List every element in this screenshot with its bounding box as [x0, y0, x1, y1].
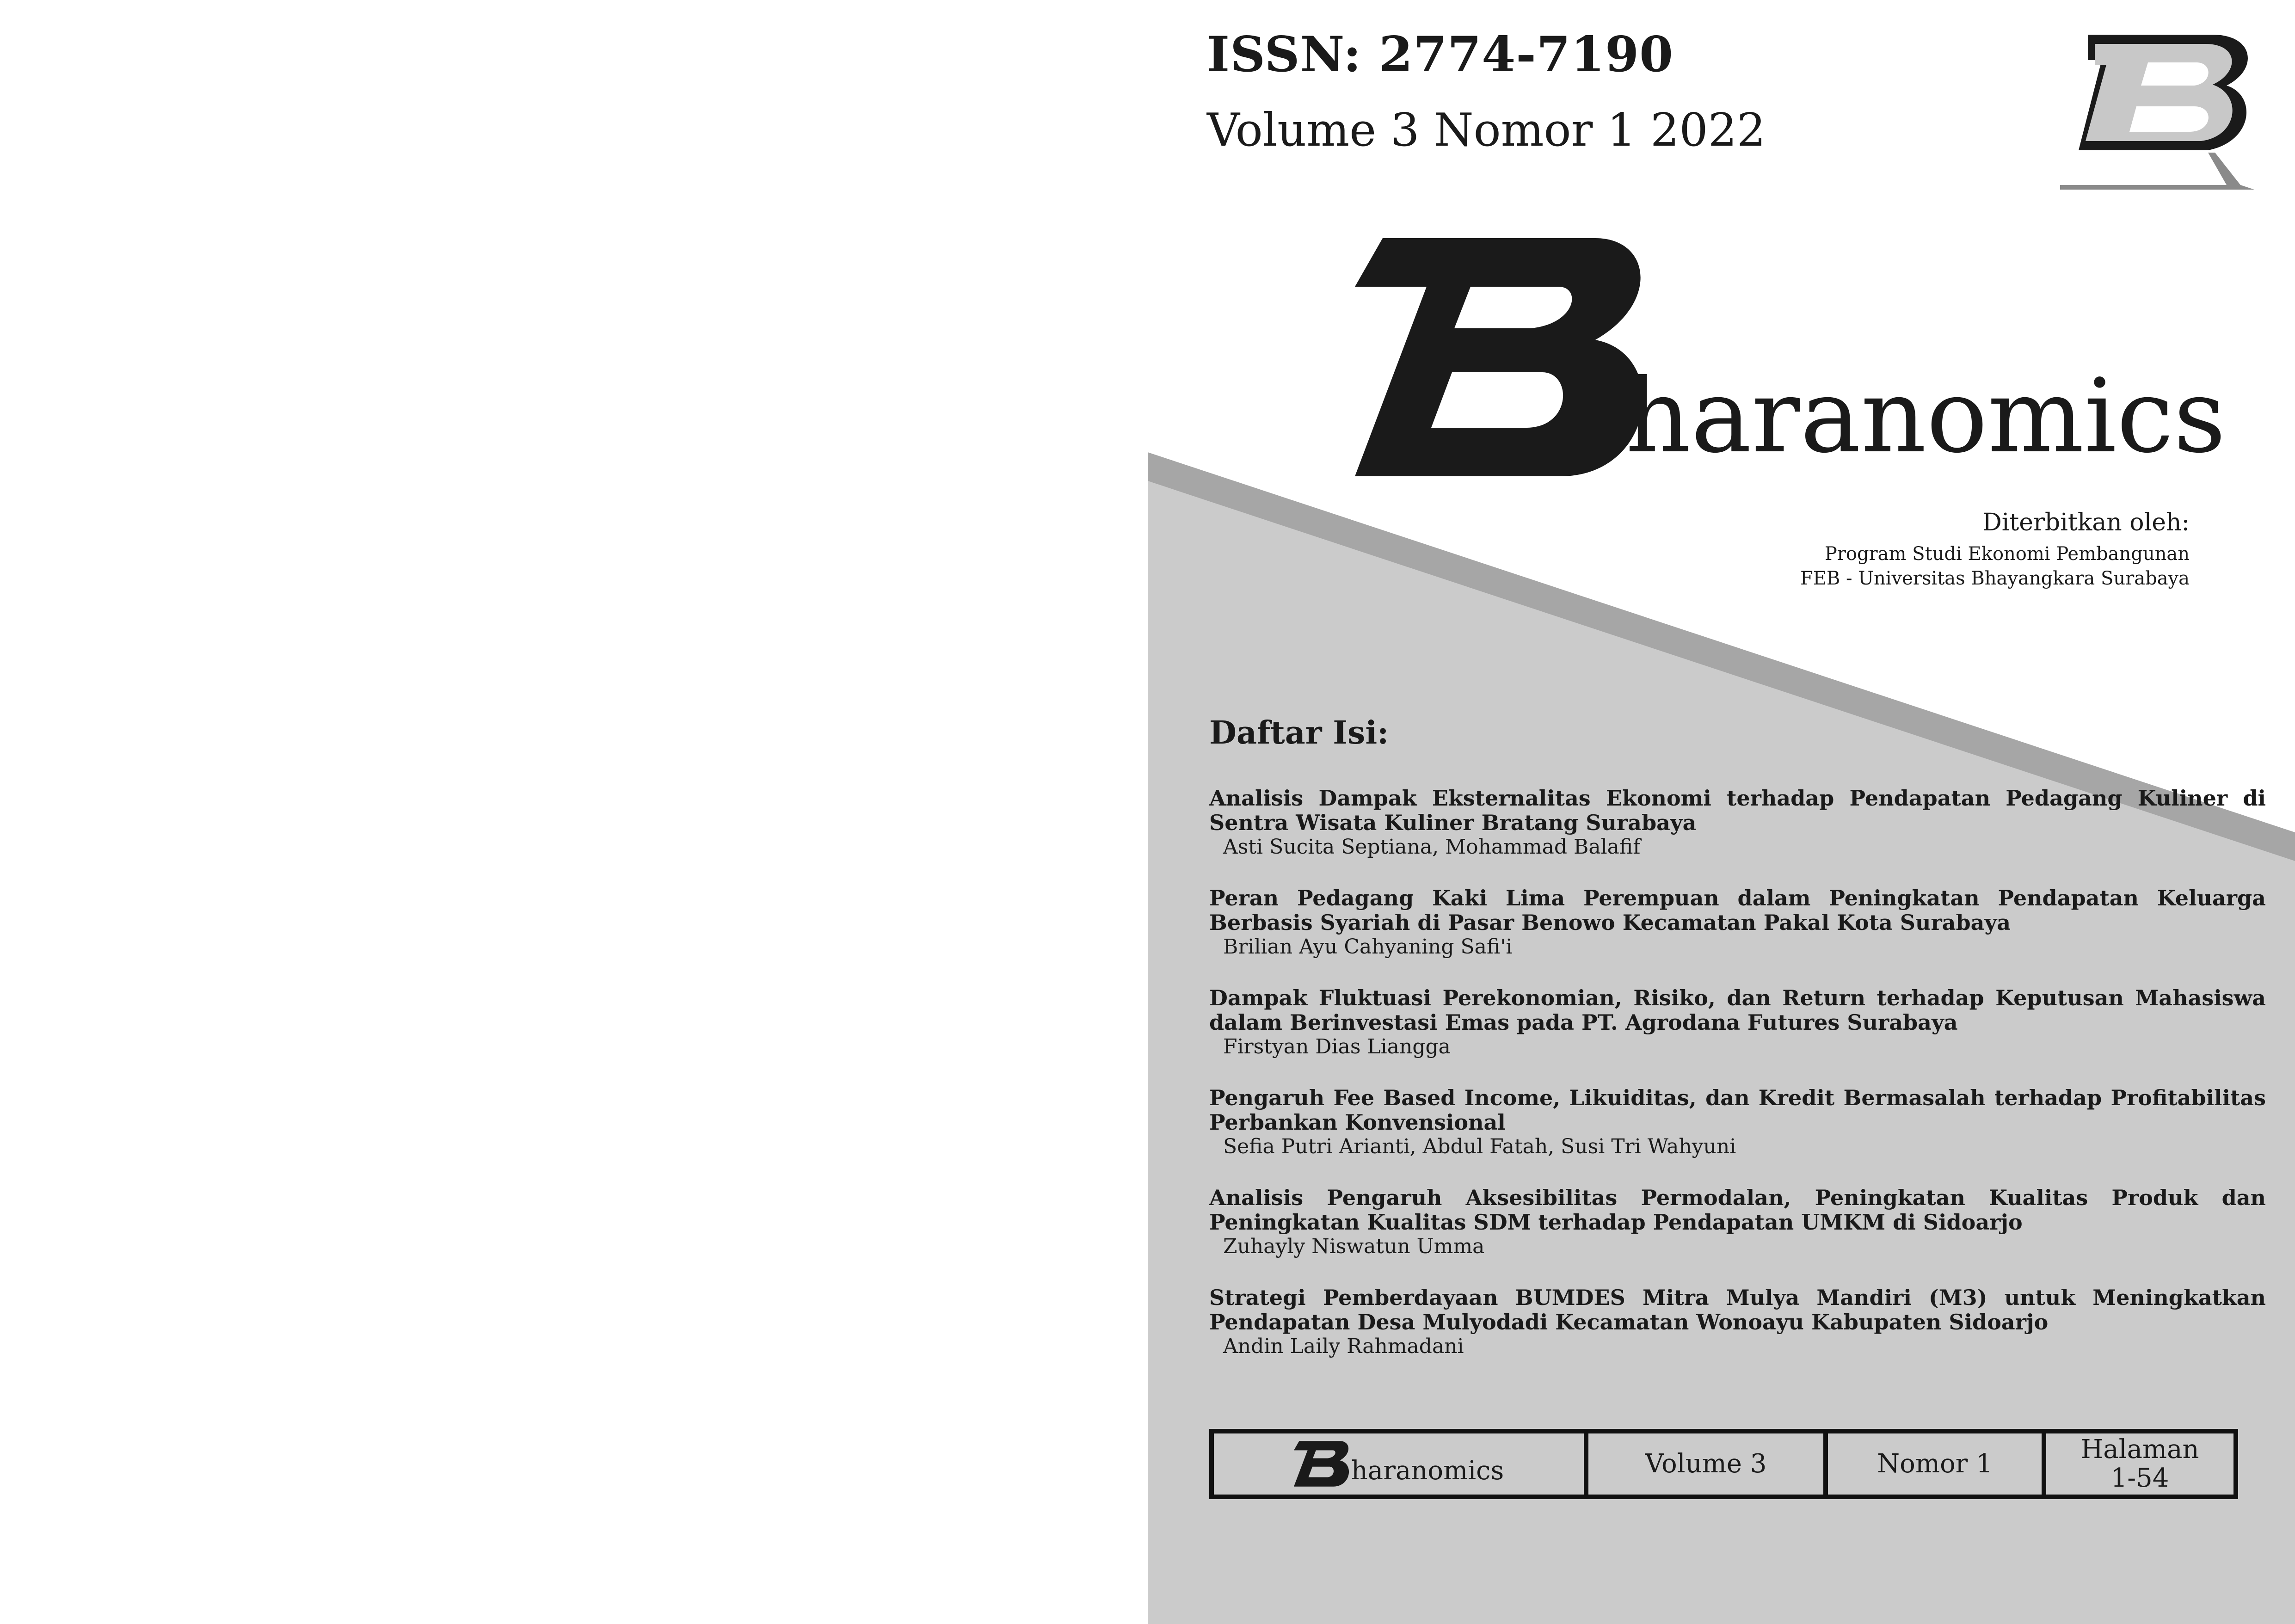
- footer-pages-range: 1-54: [2110, 1463, 2169, 1493]
- toc-list: [1209, 786, 2266, 1385]
- footer-number-cell: [1823, 1433, 2042, 1495]
- footer-pages-label: Halaman: [2080, 1434, 2199, 1464]
- article-title: Peran Pedagang Kaki Lima Perempuan dalam Peningkatan Pendapatan Keluarga Berbasis Syariah di Pasar Benowo Kecamatan Pakal Kota Surabaya: [1209, 886, 2266, 935]
- article-title: Analisis Pengaruh Aksesibilitas Permodalan, Peningkatan Kualitas Produk dan Peningkatan Kualitas SDM terhadap Pendapatan UMKM di Sidoarjo: [1209, 1185, 2266, 1235]
- article-title: Dampak Fluktuasi Perekonomian, Risiko, dan Return terhadap Keputusan Mahasiswa dalam Berinvestasi Emas pada PT. Agrodana Futures Surabaya: [1209, 985, 2266, 1035]
- corner-logo-icon: [2060, 25, 2254, 192]
- article-title: Pengaruh Fee Based Income, Likuiditas, dan Kredit Bermasalah terhadap Profitabilitas Perbankan Konvensional: [1209, 1085, 2266, 1135]
- article-authors: Zuhayly Niswatun Umma: [1223, 1235, 1485, 1258]
- toc-entry: [1209, 786, 2266, 859]
- footer-volume: Volume 3: [1645, 1449, 1767, 1479]
- article-authors: Asti Sucita Septiana, Mohammad Balafif: [1223, 835, 1641, 859]
- volume-issue-line: Volume 3 Nomor 1 2022: [1207, 104, 1766, 157]
- masthead-b-logo-icon: [1355, 234, 1669, 483]
- footer-b-logo-icon: [1294, 1439, 1354, 1489]
- toc-entry: [1209, 1086, 2266, 1159]
- toc-entry: [1209, 986, 2266, 1059]
- article-authors: Brilian Ayu Cahyaning Safi'i: [1223, 935, 1513, 959]
- publisher-heading: Diterbitkan oleh:: [1982, 509, 2190, 536]
- footer-number: Nomor 1: [1877, 1449, 1993, 1479]
- article-authors: Sefia Putri Arianti, Abdul Fatah, Susi Tri Wahyuni: [1223, 1135, 1736, 1158]
- article-title: Strategi Pemberdayaan BUMDES Mitra Mulya Mandiri (M3) untuk Meningkatkan Pendapatan Desa Mulyodadi Kecamatan Wonoayu Kabupaten Sidoarjo: [1209, 1285, 2266, 1335]
- footer-brand-name: haranomics: [1351, 1456, 1504, 1486]
- article-authors: Andin Laily Rahmadani: [1223, 1335, 1464, 1358]
- toc-entry: [1209, 886, 2266, 959]
- article-authors: Firstyan Dias Liangga: [1223, 1035, 1451, 1058]
- issue-info-table: [1209, 1429, 2238, 1499]
- publisher-university: FEB - Universitas Bhayangkara Surabaya: [1800, 568, 2190, 589]
- toc-entry: [1209, 1286, 2266, 1359]
- issn-label: ISSN: 2774-7190: [1207, 25, 1674, 83]
- footer-pages-cell: [2042, 1433, 2233, 1495]
- footer-volume-cell: [1584, 1433, 1823, 1495]
- toc-title: Daftar Isi:: [1209, 714, 1389, 751]
- toc-entry: [1209, 1186, 2266, 1259]
- article-title: Analisis Dampak Eksternalitas Ekonomi terhadap Pendapatan Pedagang Kuliner di Sentra Wisata Kuliner Bratang Surabaya: [1209, 786, 2266, 835]
- journal-name: haranomics: [1625, 357, 2226, 475]
- footer-brand-cell: [1214, 1433, 1584, 1495]
- publisher-program: Program Studi Ekonomi Pembangunan: [1824, 543, 2190, 565]
